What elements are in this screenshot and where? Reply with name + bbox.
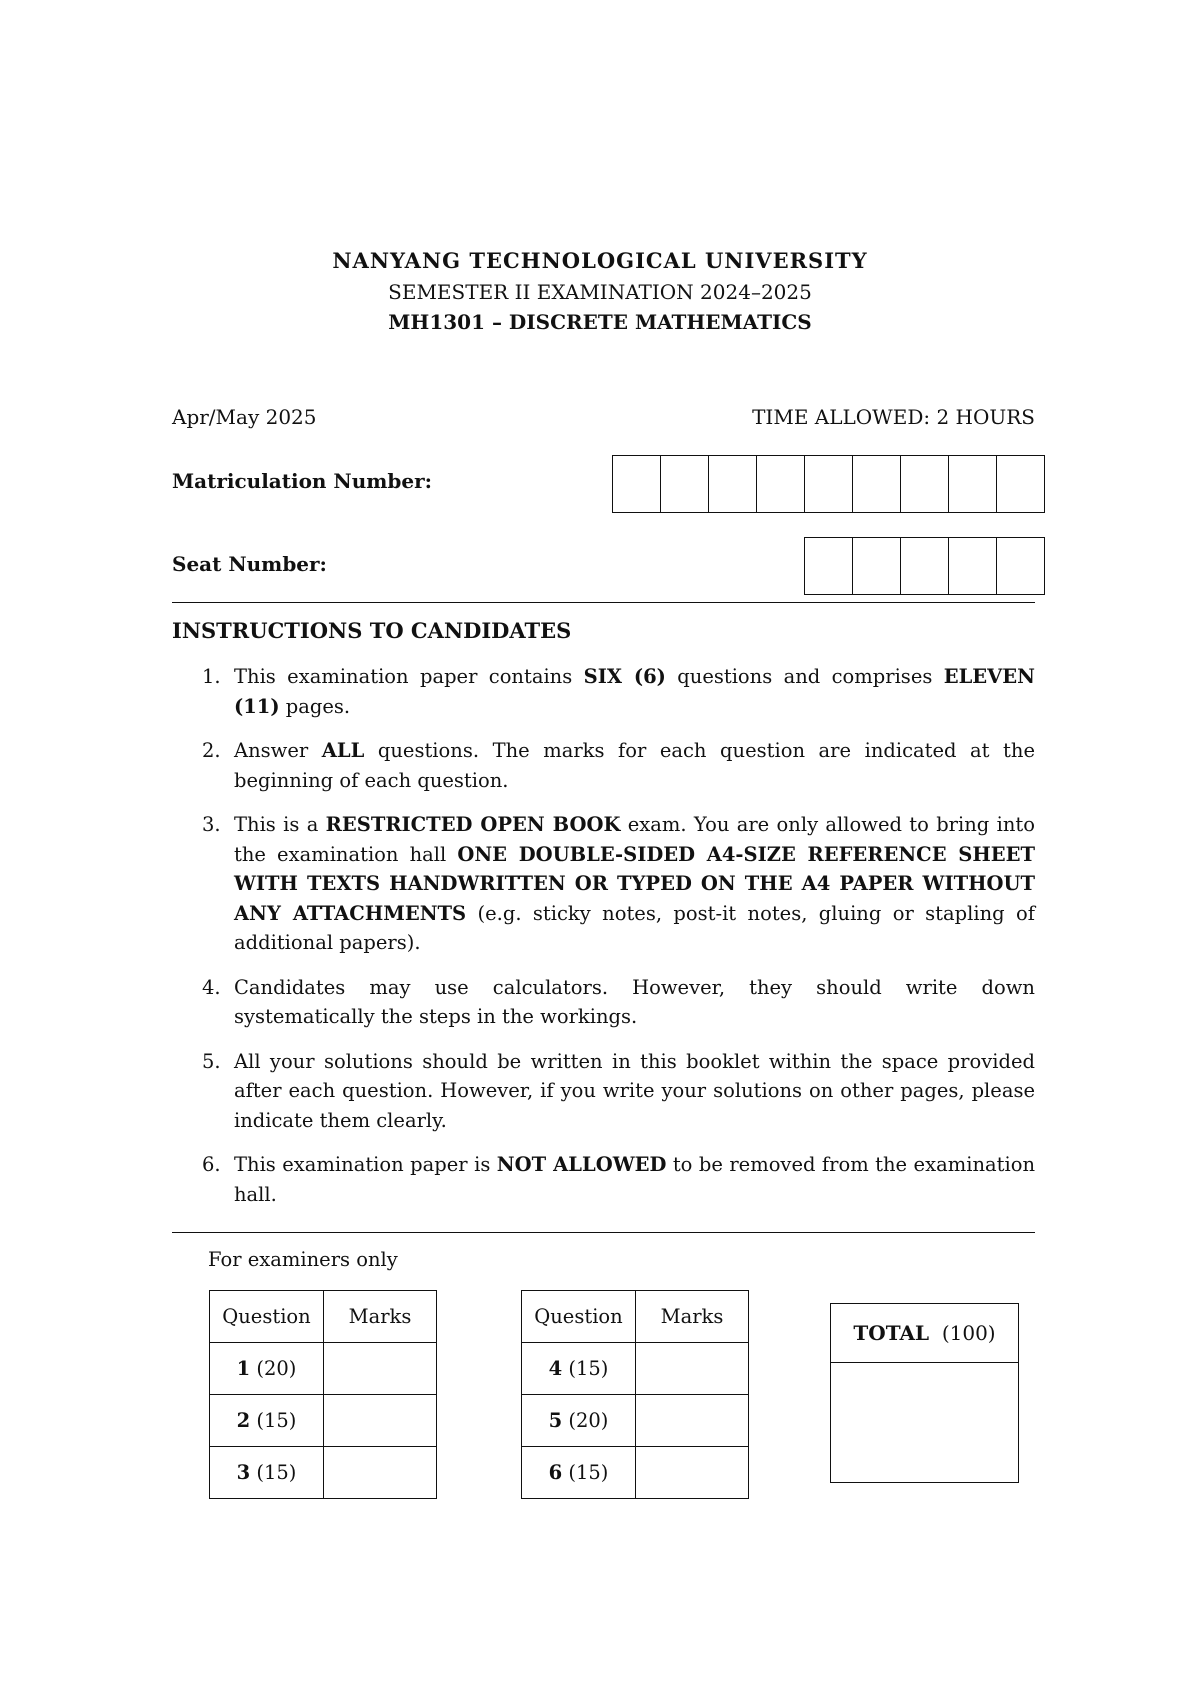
university-title: NANYANG TECHNOLOGICAL UNIVERSITY [332,248,868,273]
table-row [522,1343,749,1395]
matric-label: Matriculation Number: [172,469,433,493]
question-cell: 1 (20) [210,1343,324,1395]
matric-box[interactable] [852,456,900,512]
examiners-label: For examiners only [208,1248,398,1271]
total-points: (100) [941,1321,996,1345]
exam-date: Apr/May 2025 [172,405,317,429]
matric-box[interactable] [756,456,804,512]
matric-box[interactable] [804,456,852,512]
seat-box[interactable] [900,538,948,594]
col-marks-header: Marks [324,1291,437,1343]
seat-box[interactable] [996,538,1044,594]
instructions-list [172,662,1035,1224]
question-cell: 4 (15) [522,1343,636,1395]
total-label: TOTAL [853,1321,930,1345]
seat-boxes[interactable] [804,537,1045,595]
question-cell: 2 (15) [210,1395,324,1447]
time-allowed: TIME ALLOWED: 2 HOURS [752,405,1035,429]
col-marks-header: Marks [636,1291,749,1343]
matric-box[interactable] [708,456,756,512]
marks-cell[interactable] [636,1395,749,1447]
total-box [830,1303,1019,1483]
table-row [210,1395,437,1447]
matric-box[interactable] [996,456,1044,512]
marks-cell[interactable] [636,1447,749,1499]
seat-box[interactable] [852,538,900,594]
instructions-title: INSTRUCTIONS TO CANDIDATES [172,618,572,643]
matric-box[interactable] [660,456,708,512]
question-cell: 5 (20) [522,1395,636,1447]
question-cell: 6 (15) [522,1447,636,1499]
col-question-header: Question [522,1291,636,1343]
instruction-item: 3. This is a RESTRICTED OPEN BOOK exam. You are only allowed to bring into the examination hall ONE DOUBLE-SIDED A4-SIZE REFERENCE SHEET WITH TEXTS HANDWRITTEN OR TYPED ON THE A4 PAPER WITHOUT ANY ATTACHMENTS (e.g. sticky notes, post-it notes, gluing or stapling of additional papers). [202,813,1035,954]
marks-cell[interactable] [324,1447,437,1499]
matric-box[interactable] [900,456,948,512]
total-marks-cell[interactable] [831,1363,1018,1481]
exam-title: SEMESTER II EXAMINATION 2024–2025 [388,280,812,304]
instruction-item: 2. Answer ALL questions. The marks for each question are indicated at the beginning of each question. [202,739,1035,792]
table-row [210,1447,437,1499]
marks-cell[interactable] [324,1395,437,1447]
table-row [522,1447,749,1499]
marks-cell[interactable] [324,1343,437,1395]
bottom-rule [172,1232,1035,1233]
top-rule [172,602,1035,603]
instruction-item: 6. This examination paper is NOT ALLOWED to be removed from the examination hall. [202,1153,1035,1206]
question-cell: 3 (15) [210,1447,324,1499]
instruction-item: 1. This examination paper contains SIX (6) questions and comprises ELEVEN (11) pages. [202,665,1035,718]
instruction-item: 5. All your solutions should be written in this booklet within the space provided after each question. However, if you write your solutions on other pages, please indicate them clearly. [202,1049,1035,1132]
marks-table-2 [521,1290,749,1499]
instruction-item: 4. Candidates may use calculators. However, they should write down systematically the steps in the workings. [202,975,1035,1028]
seat-box[interactable] [805,538,852,594]
seat-label: Seat Number: [172,552,327,576]
table-row [522,1395,749,1447]
total-header [831,1304,1018,1363]
matric-boxes[interactable] [612,455,1045,513]
seat-box[interactable] [948,538,996,594]
matric-box[interactable] [948,456,996,512]
course-title: MH1301 – DISCRETE MATHEMATICS [388,310,812,334]
marks-table-1 [209,1290,437,1499]
matric-box[interactable] [613,456,660,512]
col-question-header: Question [210,1291,324,1343]
table-row [210,1343,437,1395]
marks-cell[interactable] [636,1343,749,1395]
